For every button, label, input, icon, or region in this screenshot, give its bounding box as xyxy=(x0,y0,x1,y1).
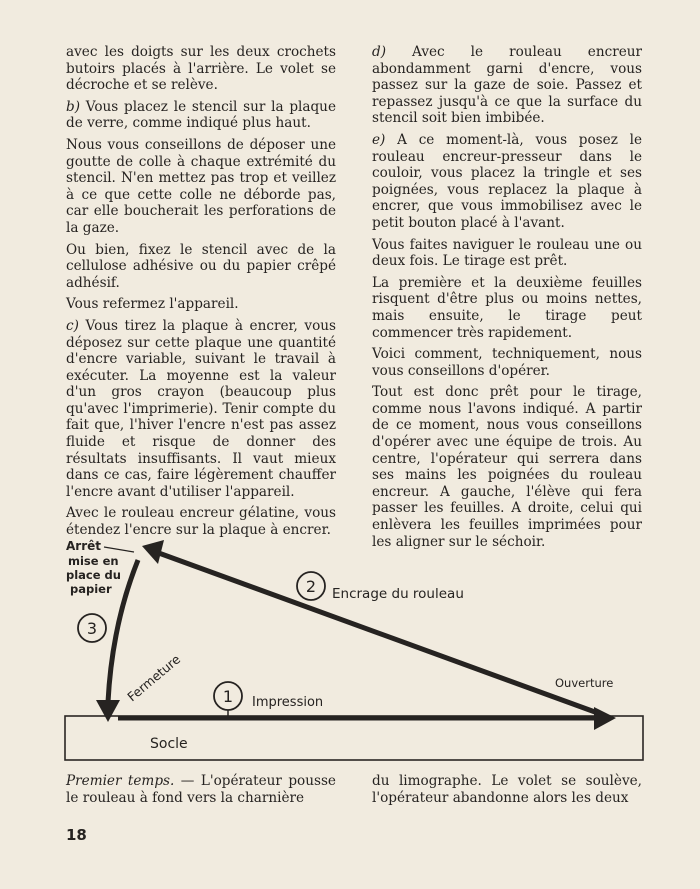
arrow-fermeture-head xyxy=(96,700,120,722)
paragraph: du limographe. Le volet se soulève, l'opérateur abandonne alors les deux xyxy=(372,773,642,806)
limographe-diagram xyxy=(60,530,650,770)
bottom-left-text xyxy=(66,773,336,806)
paragraph xyxy=(66,773,336,806)
paragraph: avec les doigts sur les deux crochets butoirs placés à l'arrière. Le volet se décroche et se relève. xyxy=(66,44,336,94)
label-impression: Impression xyxy=(252,695,324,710)
paragraph-text: A ce moment-là, vous posez le rouleau encreur-presseur dans le couloir, vous placez la tringle et ses poignées, vous replacez la plaque à encrer, que vous immobilisez avec le petit bouton placé à l'avant. xyxy=(372,131,643,231)
step-3-number: 3 xyxy=(86,619,98,638)
page-number: 18 xyxy=(66,826,87,844)
paragraph: Voici comment, techniquement, nous vous conseillons d'opérer. xyxy=(372,346,642,379)
paragraph: Vous refermez l'appareil. xyxy=(66,296,239,313)
right-text-column xyxy=(372,44,642,555)
premier-temps-label: Premier temps. xyxy=(66,773,175,789)
paragraph: La première et la deuxième feuilles risquent d'être plus ou moins nettes, mais ensuite, le tirage peut commencer très rapidement. xyxy=(372,274,642,341)
paragraph xyxy=(372,132,642,232)
label-arret: Arrêt xyxy=(66,539,101,553)
label-fermeture: Fermeture xyxy=(124,651,184,705)
label-encrage: Encrage du rouleau xyxy=(332,586,464,602)
paragraph: Ou bien, fixez le stencil avec de la cellulose adhésive ou du papier crêpé adhésif. xyxy=(66,241,336,291)
paragraph: Avec le rouleau encreur gélatine, vous étendez l'encre sur la plaque à encrer. xyxy=(66,505,336,539)
paragraph xyxy=(372,44,642,127)
paragraph: Vous faites naviguer le rouleau une ou deux fois. Le tirage est prêt. xyxy=(372,236,642,270)
paragraph: Tout est donc prêt pour le tirage, comme nous l'avons indiqué. A partir de ce moment, nous vous conseillons d'opérer avec une équipe de trois. Au centre, l'opérateur qui serrera dans ses mains les poignées du rouleau encreur. A gauche, l'élève qui fera passer les feuilles. A droite, celui qui enlèvera les feuilles imprimées pour les aligner sur le séchoir. xyxy=(372,384,642,550)
left-text-column xyxy=(66,44,336,544)
diagram-svg xyxy=(60,530,650,770)
step-2-number: 2 xyxy=(305,577,317,596)
label-place-du: place du xyxy=(66,568,121,582)
arrow-encrage-line xyxy=(156,552,595,712)
label-mise-en: mise en xyxy=(68,554,119,568)
paragraph-text: — L'opérateur pousse le rouleau à fond vers la charnière xyxy=(66,773,336,806)
paragraph-text: Vous placez le stencil sur la plaque de verre, comme indiqué plus haut. xyxy=(66,98,336,132)
item-label-b: b) xyxy=(66,98,81,115)
step-1-number: 1 xyxy=(222,687,234,706)
label-socle: Socle xyxy=(150,736,188,752)
arrow-impression-head xyxy=(594,707,616,730)
bottom-right-text xyxy=(372,773,642,806)
paragraph-text: Avec le rouleau encreur abondamment garni d'encre, vous passez sur la gaze de soie. Passez et repassez jusqu'à ce que la surface du stencil soit bien imbibée. xyxy=(372,44,643,127)
arret-leader-line xyxy=(104,547,134,552)
label-papier: papier xyxy=(70,582,112,596)
arrow-encrage-head xyxy=(142,540,164,564)
label-ouverture: Ouverture xyxy=(555,676,614,690)
item-label-d: d) xyxy=(372,44,387,60)
paragraph xyxy=(66,318,336,501)
paragraph: Nous vous conseillons de déposer une goutte de colle à chaque extrémité du stencil. N'en mettez pas trop et veillez à ce que cette colle ne déborde pas, car elle boucherait les perforations de la gaze. xyxy=(66,136,336,236)
item-label-c: c) xyxy=(66,317,79,334)
item-label-e: e) xyxy=(372,131,386,148)
paragraph-text: Vous tirez la plaque à encrer, vous déposez sur cette plaque une quantité d'encre variable, suivant le travail à exécuter. La moyenne est la valeur d'un gros crayon (beaucoup plus qu'avec l'imprimerie). Tenir compte du fait que, l'hiver l'encre n'est pas assez fluide et risque de donner des résultats insuffisants. Il vaut mieux dans ce cas, faire légèrement chauffer l'encre avant d'utiliser l'appareil. xyxy=(66,317,336,500)
paragraph xyxy=(66,99,336,132)
